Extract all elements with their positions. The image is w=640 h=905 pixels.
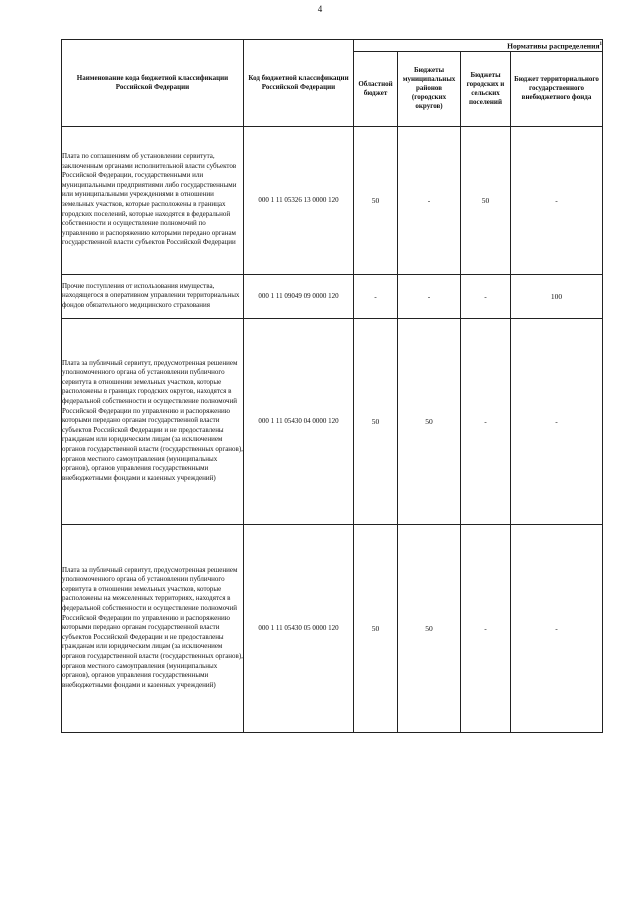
header-norms-label: Нормативы распределения bbox=[507, 41, 600, 51]
row-municipal: 50 bbox=[398, 318, 461, 524]
header-norms bbox=[354, 40, 603, 52]
row-settlements: - bbox=[461, 274, 511, 318]
row-name: Плата за публичный сервитут, предусмотренная решением уполномоченного органа об установлении публичного сервитута в отношении земельных участков, которые расположены в границах городских округов, находятся в федеральной собственности и осуществление полномочий Российской Федерации по управлению и распоряжению которыми передано органам государственной власти субъектов Российской Федерации и не предоставлены гражданам или юридическим лицам (за исключением органов государственной власти (государственных органов), органов местного самоуправления (муниципальных органов), органов управления государственными внебюджетными фондами и казенных учреждений) bbox=[62, 318, 244, 524]
row-code: 000 1 11 05430 04 0000 120 bbox=[244, 318, 354, 524]
header-name: Наименование кода бюджетной классификации Российской Федерации bbox=[62, 40, 244, 127]
row-settlements: - bbox=[461, 524, 511, 732]
table-row bbox=[62, 126, 603, 274]
row-regional: - bbox=[354, 274, 398, 318]
row-regional: 50 bbox=[354, 126, 398, 274]
row-settlements: 50 bbox=[461, 126, 511, 274]
row-regional: 50 bbox=[354, 524, 398, 732]
page-number: 4 bbox=[317, 4, 323, 14]
header-row-top bbox=[62, 40, 603, 52]
row-name: Прочие поступления от использования имущества, находящегося в оперативном управлении территориальных фондов обязательного медицинского страхования bbox=[62, 274, 244, 318]
budget-classification-table bbox=[61, 39, 603, 733]
header-regional: Областной бюджет bbox=[354, 51, 398, 126]
row-name: Плата по соглашениям об установлении сервитута, заключенным органами исполнительной власти субъектов Российской Федерации, государственными или муниципальными предприятиями либо государственными или муниципальными учреждениями в отношении земельных участков, которые расположены в границах городских поселений, которые находятся в федеральной собственности и осуществление полномочий по управлению и распоряжению которыми передано органам государственной власти субъектов Российской Федерации bbox=[62, 126, 244, 274]
row-name: Плата за публичный сервитут, предусмотренная решением уполномоченного органа об установлении публичного сервитута в отношении земельных участков, которые расположены на межселенных территориях, находятся в федеральной собственности и осуществление полномочий Российской Федерации по управлению и распоряжению которыми передано органам государственной власти субъектов Российской Федерации и не предоставлены гражданам или юридическим лицам (за исключением органов государственной власти (государственных органов), органов местного самоуправления (муниципальных органов), органов управления государственными внебюджетными фондами и казенных учреждений) bbox=[62, 524, 244, 732]
header-settlements: Бюджеты городских и сельских поселений bbox=[461, 51, 511, 126]
table-row bbox=[62, 318, 603, 524]
row-code: 000 1 11 09049 09 0000 120 bbox=[244, 274, 354, 318]
row-settlements: - bbox=[461, 318, 511, 524]
header-norms-footnote: 1 bbox=[599, 42, 602, 47]
header-municipal: Бюджеты муниципальных районов (городских округов) bbox=[398, 51, 461, 126]
table-row bbox=[62, 524, 603, 732]
row-tfoms: - bbox=[511, 524, 603, 732]
row-code: 000 1 11 05430 05 0000 120 bbox=[244, 524, 354, 732]
row-code: 000 1 11 05326 13 0000 120 bbox=[244, 126, 354, 274]
row-tfoms: 100 bbox=[511, 274, 603, 318]
row-regional: 50 bbox=[354, 318, 398, 524]
row-municipal: 50 bbox=[398, 524, 461, 732]
row-municipal: - bbox=[398, 126, 461, 274]
row-tfoms: - bbox=[511, 318, 603, 524]
row-tfoms: - bbox=[511, 126, 603, 274]
header-tfoms: Бюджет территориального государственного внебюджетного фонда bbox=[511, 51, 603, 126]
table-row bbox=[62, 274, 603, 318]
row-municipal: - bbox=[398, 274, 461, 318]
header-code: Код бюджетной классификации Российской Федерации bbox=[244, 40, 354, 127]
